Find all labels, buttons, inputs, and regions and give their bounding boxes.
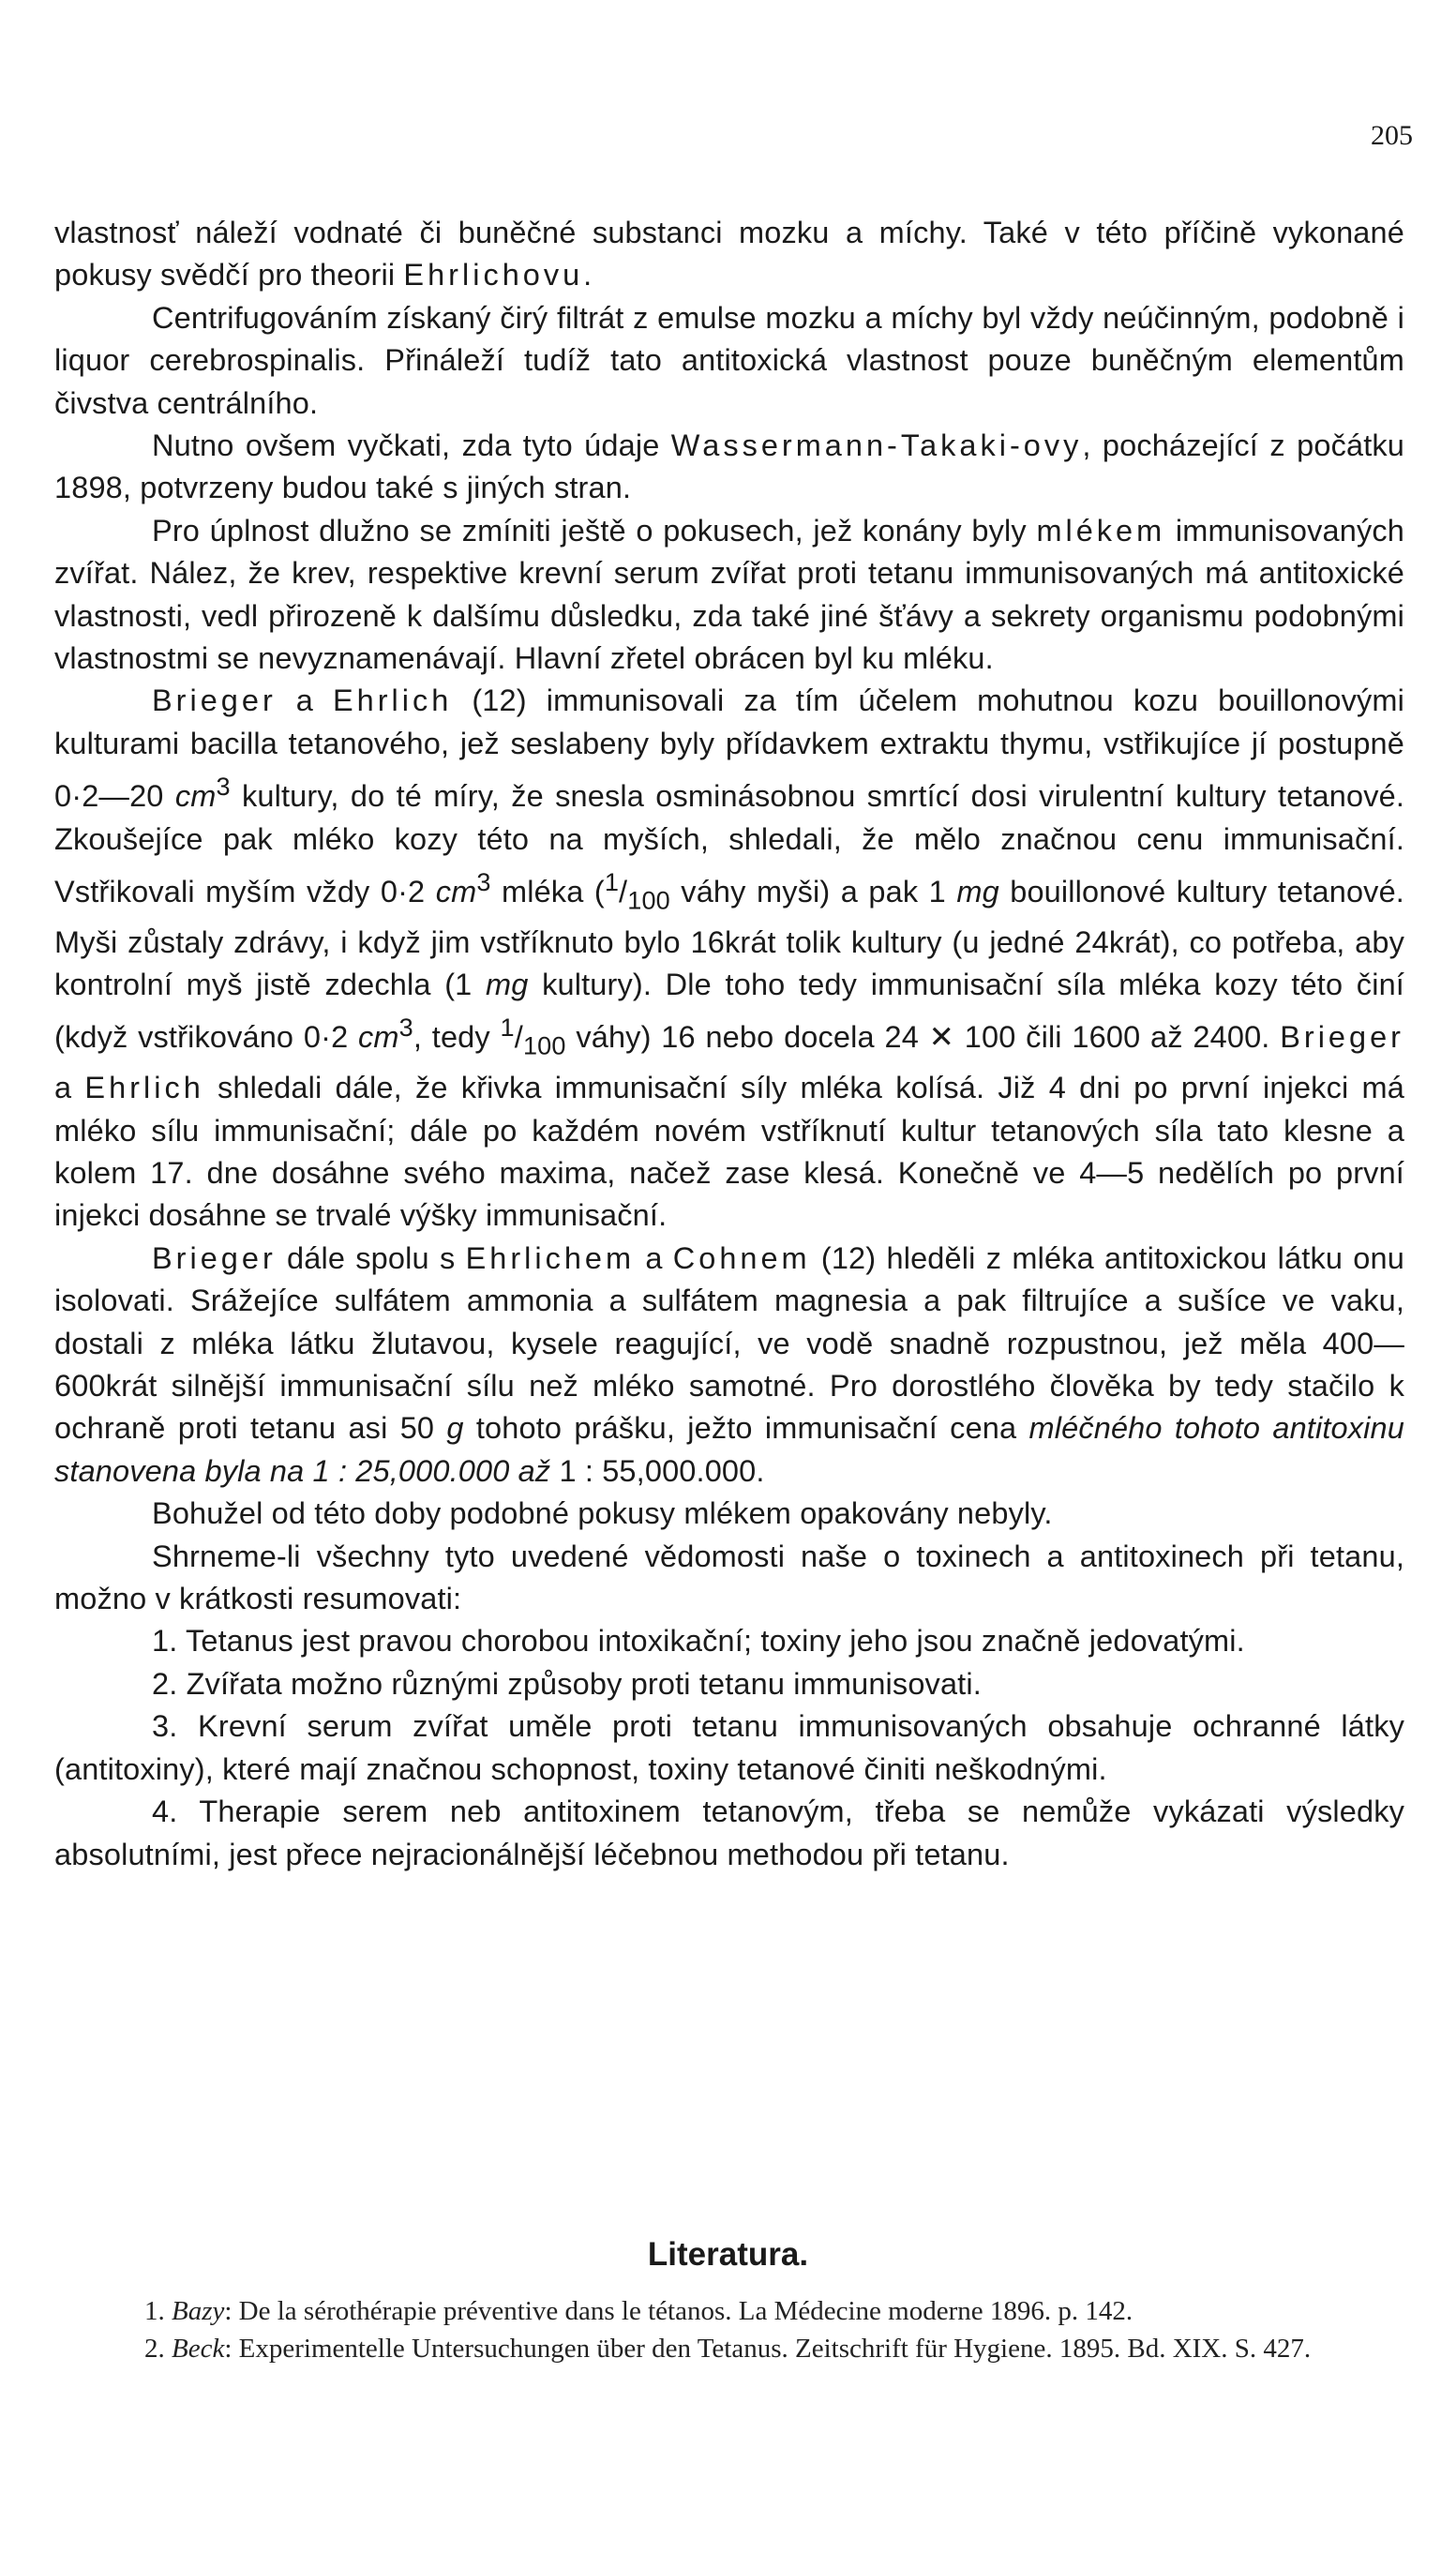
paragraph: Shrneme-li všechny tyto uvedené vědomosti naše o toxinech a antitoxinech při tetanu, možno v krátkosti resumovati:: [54, 1539, 1404, 1616]
paragraph: Centrifugováním získaný čirý filtrát z emulse mozku a míchy byl vždy neúčinným, podobně i liquor cerebrospinalis. Přináleží tudíž tato antitoxická vlastnost pouze buněčným elementům čivstva centrálního.: [54, 300, 1404, 420]
reference-author: Bazy: [172, 2296, 225, 2326]
paragraph: Bohužel od této doby podobné pokusy mlékem opakovány nebyly.: [152, 1496, 1053, 1531]
paragraph: Nutno ovšem vyčkati, zda tyto údaje Wassermann-Takaki-ovy, pocházející z počátku 1898, potvrzeny budou také s jiných stran.: [54, 428, 1404, 505]
page-number: 205: [1371, 120, 1413, 151]
paragraph: 3. Krevní serum zvířat uměle proti tetanu immunisovaných obsahuje ochranné látky (antitoxiny), které mají značnou schopnost, toxiny tetanové činiti neškodnými.: [54, 1709, 1404, 1786]
reference-list: [54, 2292, 1404, 2367]
reference-item: [54, 2330, 1404, 2367]
reference-number: 2.: [144, 2334, 165, 2364]
paragraph: 1. Tetanus jest pravou chorobou intoxikační; toxiny jeho jsou značně jedovatými.: [152, 1624, 1245, 1659]
reference-text: : Experimentelle Untersuchungen über den Tetanus. Zeitschrift für Hygiene. 1895. Bd. XIX. S. 427.: [224, 2334, 1312, 2364]
reference-text: : De la sérothérapie préventive dans le tétanos. La Médecine moderne 1896. p. 142.: [224, 2296, 1133, 2326]
literature-heading: Literatura.: [647, 2236, 809, 2273]
paragraph: vlastnosť náleží vodnaté či buněčné substanci mozku a míchy. Také v této příčině vykonané pokusy svědčí pro theorii Ehrlichovu.: [54, 216, 1404, 293]
reference-number: 1.: [144, 2296, 165, 2326]
paragraph: Pro úplnost dlužno se zmíniti ještě o pokusech, jež konány byly mlékem immunisovaných zvířat. Nález, že krev, respektive krevní serum zvířat proti tetanu immunisovaných má antitoxické vlastnosti, vedl přirozeně k dalšímu důsledku, zda také jiné šťávy a sekrety organismu podobnými vlastnostmi se nevyznamenávají. Hlavní zřetel obrácen byl ku mléku.: [54, 513, 1404, 676]
body-text: [54, 212, 1404, 1876]
paragraph: 4. Therapie serem neb antitoxinem tetanovým, třeba se nemůže vykázati výsledky absolutními, jest přece nejracionálnější léčebnou methodou při tetanu.: [54, 1795, 1404, 1871]
paragraph: 2. Zvířata možno různými způsoby proti tetanu immunisovati.: [152, 1666, 982, 1701]
reference-item: [54, 2292, 1404, 2330]
paragraph: Brieger a Ehrlich (12) immunisovali za tím účelem mohutnou kozu bouillonovými kulturami bacilla tetanového, jež seslabeny byly přídavkem extraktu thymu, vstřikujíce jí postupně 0·2—20 $cm^3$ kultury, do té míry, že snesla osminásobnou smrtící dosi virulentní kultury tetanové. Zkoušejíce pak mléko kozy této na myších, shledali, že mělo značnou cenu immunisační. Vstřikovali myším vždy 0·2 $cm^3$ mléka ($^1/_{100}$ váhy myši) a pak 1 mg bouillonové kultury tetanové. Myši zůstaly zdrávy, i když jim vstříknuto bylo 16krát tolik kultury (u jedné 24krát), co potřeba, aby kontrolní myš jistě zdechla (1 mg kultury). Dle toho tedy immunisační síla mléka kozy této činí (když vstřikováno 0·2 $cm^3$, tedy $^1/_{100}$ váhy) 16 nebo docela 24 ✕ 100 čili 1600 až 2400. Brieger a Ehrlich shledali dále, že křivka immunisační síly mléka kolísá. Již 4 dni po první injekci má mléko sílu immunisační; dále po každém novém vstříknutí kultur tetanových síla tato klesne a kolem 17. dne dosáhne svého maxima, načež zase klesá. Konečně ve 4—5 nedělích po první injekci dosáhne se trvalé výšky immunisační.: [54, 683, 1405, 1233]
reference-author: Beck: [172, 2334, 225, 2364]
paragraph: Brieger dále spolu s Ehrlichem a Cohnem (12) hleděli z mléka antitoxickou látku onu isolovati. Srážejíce sulfátem ammonia a sulfátem magnesia a pak filtrujíce a sušíce ve vaku, dostali z mléka látku žlutavou, kysele reagující, ve vodě snadně rozpustnou, jež měla 400—600krát silnější immunisační sílu než mléko samotné. Pro dorostlého člověka by tedy stačilo k ochraně proti tetanu asi 50 g tohoto prášku, ježto immunisační cena mléčného tohoto antitoxinu stanovena byla na 1 : 25,000.000 až 1 : 55,000.000.: [54, 1240, 1404, 1488]
